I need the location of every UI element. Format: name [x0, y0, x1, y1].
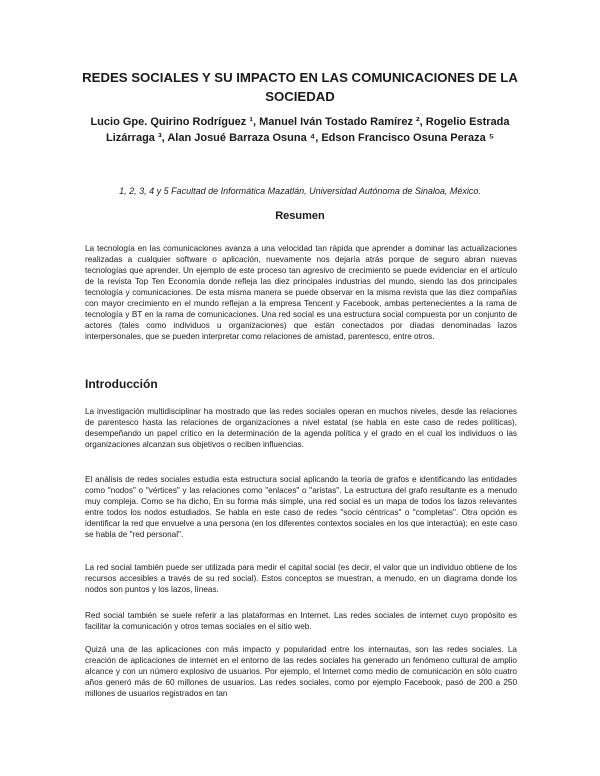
intro-paragraph-1: La investigación multidisciplinar ha mostrado que las redes sociales operan en muchos niveles, desde las relaciones de parentesco hasta las relaciones de organizaciones a nivel estatal (se habla en este caso de redes políticas), desempeñando un papel crítico en la determinación de la agenda política y el grado en el cual los individuos o las organizaciones alcanzan sus objetivos o reciben influencias.	[85, 407, 517, 449]
intro-paragraph-5: Quizá una de las aplicaciones con más impacto y popularidad entre los internautas, son las redes sociales. La creación de aplicaciones de internet en el entorno de las redes sociales ha generado un fenómeno cultural de amplio alcance y con un número explosivo de usuarios. Por ejemplo, el Internet como medio de comunicación en sólo cuatro años generó más de 60 millones de usuarios. Las redes sociales, como por ejemplo Facebook, pasó de 200 a 250 millones de usuarios registrados en tan	[85, 645, 517, 698]
abstract-paragraph: La tecnología en las comunicaciones avanza a una velocidad tan rápida que aprender a dominar las actualizaciones realizadas a cualquier software o aplicación, nuevamente nos dejaría atrás porque de seguro abran nuevas tecnologías que aprender. Un ejemplo de este proceso tan agresivo de crecimiento se puede evidenciar en el artículo de la revista Top Ten Economía donde refleja las diez principales industrias del mundo, siendo las dos principales tecnología y comunicaciones. De esta misma manera se puede observar en la misma revista que las diez compañías con mayor crecimiento en el mundo reflejan a la empresa Tencent y Facebook, ambas pertenecientes a la rama de tecnología y BT en la rama de comunicaciones. Una red social es una estructura social compuesta por un conjunto de actores (tales como individuos u organizaciones) que están conectados por díadas denominadas lazos interpersonales, que se pueden interpretar como relaciones de amistad, parentesco, entre otros.	[85, 244, 517, 341]
affiliation: 1, 2, 3, 4 y 5 Facultad de Informática Mazatlán, Universidad Autónoma de Sinaloa, México.	[119, 186, 481, 196]
intro-paragraph-2: El análisis de redes sociales estudia esta estructura social aplicando la teoría de grafos e identificando las entidades como "nodos" o "vértices" y las relaciones como "enlaces" o "aristas". La estructura del grafo resultante es a menudo muy compleja. Como se ha dicho, En su forma más simple, una red social es un mapa de todos los lazos relevantes entre todos los nodos estudiados. Se habla en este caso de redes "socio céntricas" o "completas". Otra opción es identificar la red que envuelve a una persona (en los diferentes contextos sociales en los que interactúa); en este caso se habla de "red personal".	[85, 475, 517, 539]
author-list: Lucio Gpe. Quirino Rodríguez ¹, Manuel Iván Tostado Ramírez ², Rogelio Estrada Lizárraga ³, Alan Josué Barraza Osuna ⁴, Edson Francisco Osuna Peraza ⁵	[90, 116, 510, 144]
intro-paragraph-4: Red social también se suele referir a las plataformas en Internet. Las redes sociales de internet cuyo propósito es facilitar la comunicación y otros temas sociales en el sitio web.	[85, 611, 517, 631]
paper-title: REDES SOCIALES Y SU IMPACTO EN LAS COMUNICACIONES DE LA SOCIEDAD	[82, 70, 518, 104]
abstract-heading: Resumen	[275, 210, 325, 222]
section-heading-introduccion: Introducción	[85, 377, 158, 391]
intro-paragraph-3: La red social también puede ser utilizada para medir el capital social (es decir, el valor que un individuo obtiene de los recursos accesibles a través de su red social). Estos conceptos se muestran, a menudo, en un diagrama donde los nodos son puntos y los lazos, líneas.	[85, 563, 517, 594]
